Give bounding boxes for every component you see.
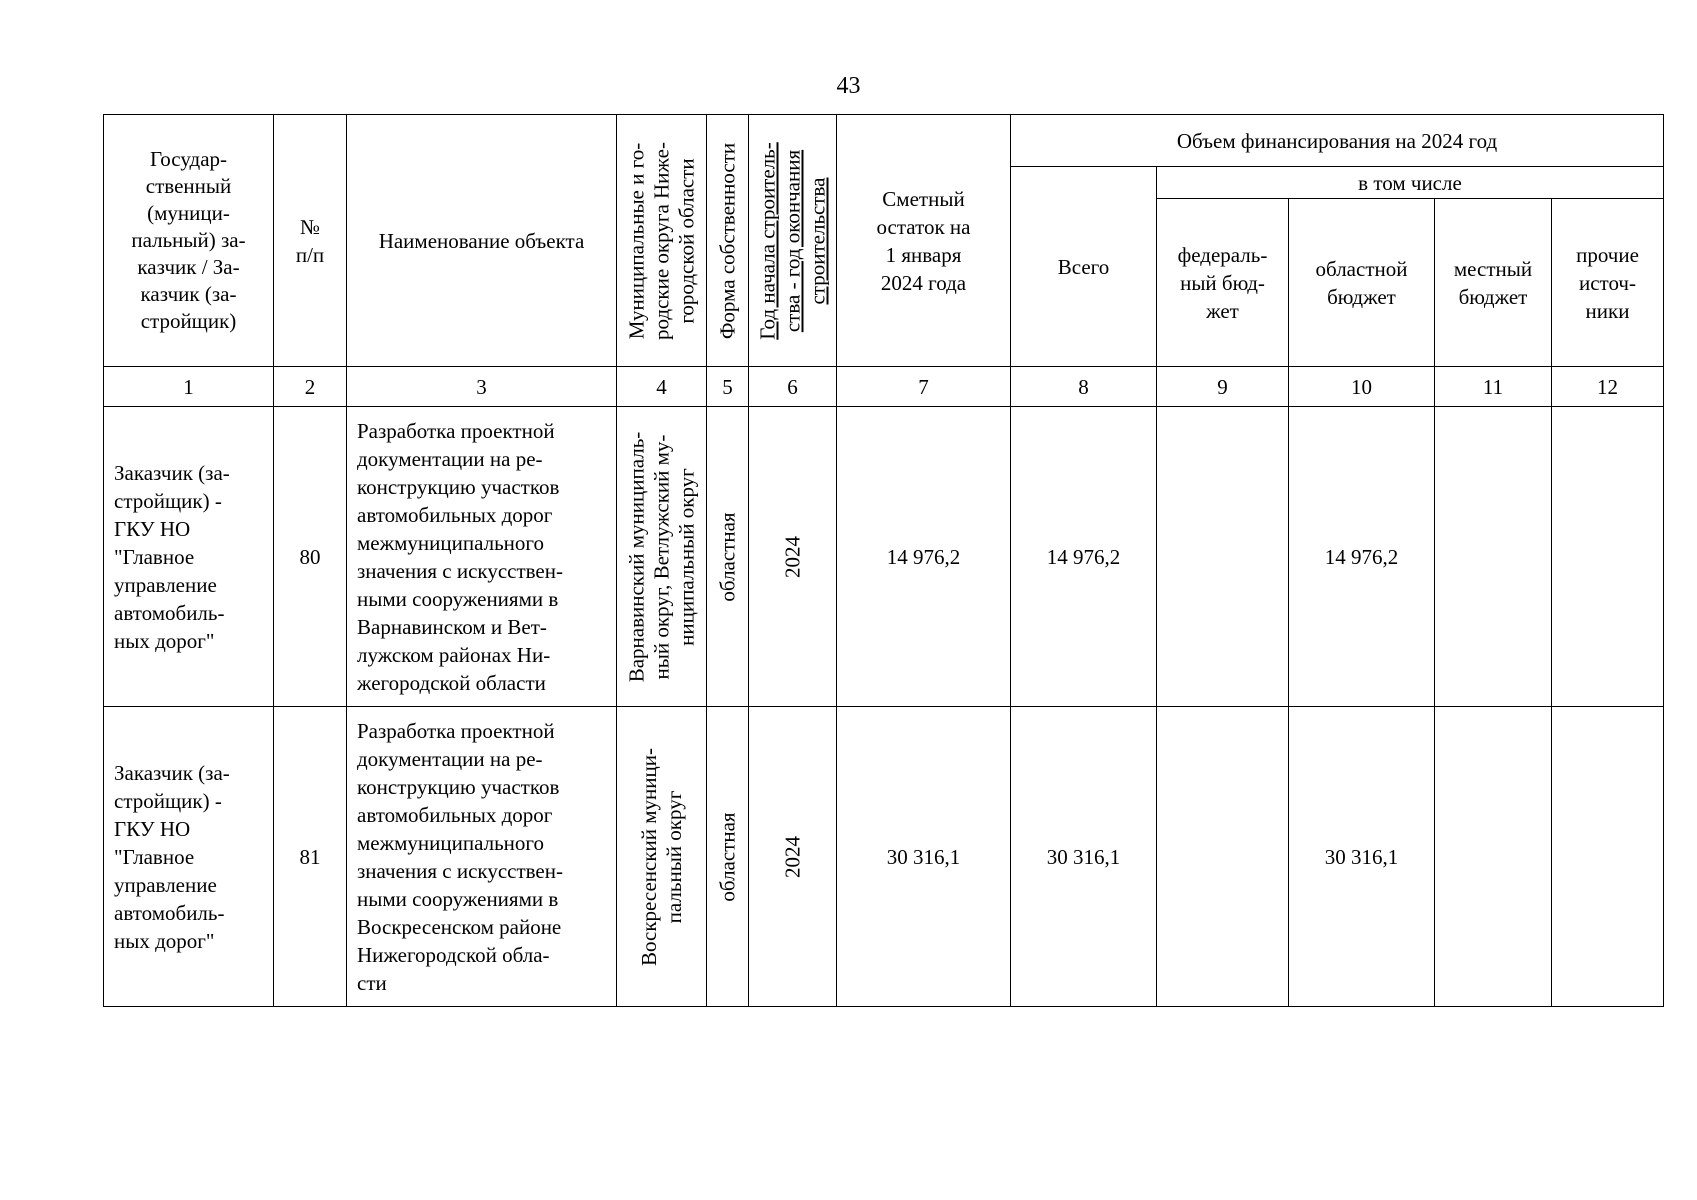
col-number-6: 6 [749,367,837,407]
page-number: 43 [836,73,861,99]
col-number-10: 10 [1289,367,1435,407]
header-including: в том числе [1157,167,1664,199]
col-number-4: 4 [617,367,707,407]
col-number-12: 12 [1552,367,1664,407]
table-row [104,407,1664,707]
header-other: прочие источ- ники [1552,199,1664,367]
row-federal [1157,407,1289,707]
col-number-11: 11 [1435,367,1552,407]
row-number: 81 [274,707,347,1007]
column-number-row [104,367,1664,407]
row-municipal-text: Воскресенский муници- пальный округ [636,747,686,966]
row-regional: 14 976,2 [1289,407,1435,707]
row-regional: 30 316,1 [1289,707,1435,1007]
row-other [1552,407,1664,707]
header-regional: областной бюджет [1289,199,1435,367]
header-row-1 [104,115,1664,167]
financing-table [103,114,1664,1007]
row-number: 80 [274,407,347,707]
row-years [749,707,837,1007]
header-estimate: Сметный остаток на 1 января 2024 года [837,115,1011,367]
col-number-8: 8 [1011,367,1157,407]
row-years-text: 2024 [780,535,804,578]
row-years-text: 2024 [780,835,804,878]
header-total: Всего [1011,167,1157,367]
col-number-5: 5 [707,367,749,407]
row-ownership-text: областная [715,811,739,902]
header-ownership [707,115,749,367]
row-local [1435,707,1552,1007]
header-financing: Объем финансирования на 2024 год [1011,115,1664,167]
row-local [1435,407,1552,707]
row-other [1552,707,1664,1007]
row-years [749,407,837,707]
col-number-7: 7 [837,367,1011,407]
header-years-text: Год начала строитель- ства - год окончания строительства [755,141,829,340]
header-municipal-text: Муниципальные и го- родские округа Ниже- городской области [624,141,698,340]
header-municipal [617,115,707,367]
row-estimate: 14 976,2 [837,407,1011,707]
col-number-9: 9 [1157,367,1289,407]
table-row [104,707,1664,1007]
row-ownership [707,707,749,1007]
row-ownership-text: областная [715,511,739,602]
header-object-name: Наименование объекта [347,115,617,367]
row-ownership [707,407,749,707]
col-number-3: 3 [347,367,617,407]
row-total: 30 316,1 [1011,707,1157,1007]
header-federal: федераль- ный бюд- жет [1157,199,1289,367]
row-object-name: Разработка проектной документации на ре- конструкцию участков автомобильных дорог межмуниципального значения с искусствен- ными сооружениями в Воскресенском районе Нижегородской обла- сти [347,707,617,1007]
row-customer: Заказчик (за- стройщик) - ГКУ НО "Главное управление автомобиль- ных дорог" [104,707,274,1007]
header-customer: Государ- ственный (муници- пальный) за- казчик / За- казчик (за- стройщик) [104,115,274,367]
row-federal [1157,707,1289,1007]
row-total: 14 976,2 [1011,407,1157,707]
header-ownership-text: Форма собственности [715,142,739,339]
header-years [749,115,837,367]
header-local: местный бюджет [1435,199,1552,367]
row-municipal [617,407,707,707]
col-number-2: 2 [274,367,347,407]
col-number-1: 1 [104,367,274,407]
row-customer: Заказчик (за- стройщик) - ГКУ НО "Главное управление автомобиль- ных дорог" [104,407,274,707]
row-municipal [617,707,707,1007]
row-object-name: Разработка проектной документации на ре- конструкцию участков автомобильных дорог межмуниципального значения с искусствен- ными сооружениями в Варнавинском и Вет- лужском районах Ни- жегородской области [347,407,617,707]
header-number: № п/п [274,115,347,367]
row-estimate: 30 316,1 [837,707,1011,1007]
row-municipal-text: Варнавинский муниципаль- ный округ, Ветлужский му- ниципальный округ [624,431,698,682]
